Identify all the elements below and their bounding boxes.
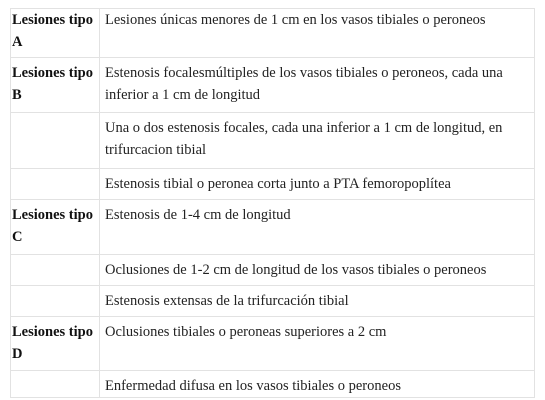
lesion-type-cell (11, 317, 100, 371)
lesion-description-cell (100, 286, 535, 317)
table-row (11, 371, 535, 398)
table-row (11, 113, 535, 169)
table-row (11, 255, 535, 286)
lesion-description-cell (100, 9, 535, 58)
lesion-description: Estenosis de 1-4 cm de longitud (105, 207, 291, 223)
lesion-classification-table (10, 8, 535, 398)
lesion-type-cell (11, 169, 100, 200)
lesion-type-label: Lesiones tipo B (12, 65, 93, 103)
lesion-description-cell (100, 58, 535, 113)
table-row (11, 286, 535, 317)
lesion-description: Oclusiones de 1-2 cm de longitud de los vasos tibiales o peroneos (105, 262, 487, 278)
lesion-type-cell (11, 113, 100, 169)
table-row (11, 169, 535, 200)
lesion-type-label (12, 169, 99, 173)
lesion-description: Oclusiones tibiales o peroneas superiores a 2 cm (105, 324, 387, 340)
lesion-description-cell (100, 200, 535, 255)
lesion-description: Una o dos estenosis focales, cada una inferior a 1 cm de longitud, en trifurcacion tibial (105, 120, 503, 158)
table-row (11, 58, 535, 113)
lesion-description-cell (100, 113, 535, 169)
lesion-description-cell (100, 169, 535, 200)
lesion-type-label: Lesiones tipo C (12, 207, 93, 245)
lesion-type-label: Lesiones tipo D (12, 324, 93, 362)
lesion-type-label: Lesiones tipo A (12, 12, 93, 50)
table-row (11, 317, 535, 371)
lesion-type-cell (11, 255, 100, 286)
lesion-description: Estenosis tibial o peronea corta junto a PTA femoropoplítea (105, 176, 451, 192)
lesion-type-cell (11, 286, 100, 317)
lesion-type-cell (11, 58, 100, 113)
lesion-description: Enfermedad difusa en los vasos tibiales o peroneos (105, 378, 401, 394)
lesion-type-label (12, 255, 99, 259)
table-row (11, 200, 535, 255)
lesion-description: Estenosis extensas de la trifurcación tibial (105, 293, 349, 309)
table-row (11, 9, 535, 58)
lesion-type-cell (11, 9, 100, 58)
lesion-type-cell (11, 200, 100, 255)
lesion-type-label (12, 371, 99, 375)
lesion-description: Estenosis focalesmúltiples de los vasos tibiales o peroneos, cada una inferior a 1 cm de longitud (105, 65, 503, 103)
lesion-type-cell (11, 371, 100, 398)
lesion-type-label (12, 286, 99, 290)
lesion-classification-table-wrapper (10, 8, 535, 398)
lesion-description-cell (100, 371, 535, 398)
lesion-description-cell (100, 255, 535, 286)
lesion-description: Lesiones únicas menores de 1 cm en los vasos tibiales o peroneos (105, 12, 486, 28)
lesion-description-cell (100, 317, 535, 371)
